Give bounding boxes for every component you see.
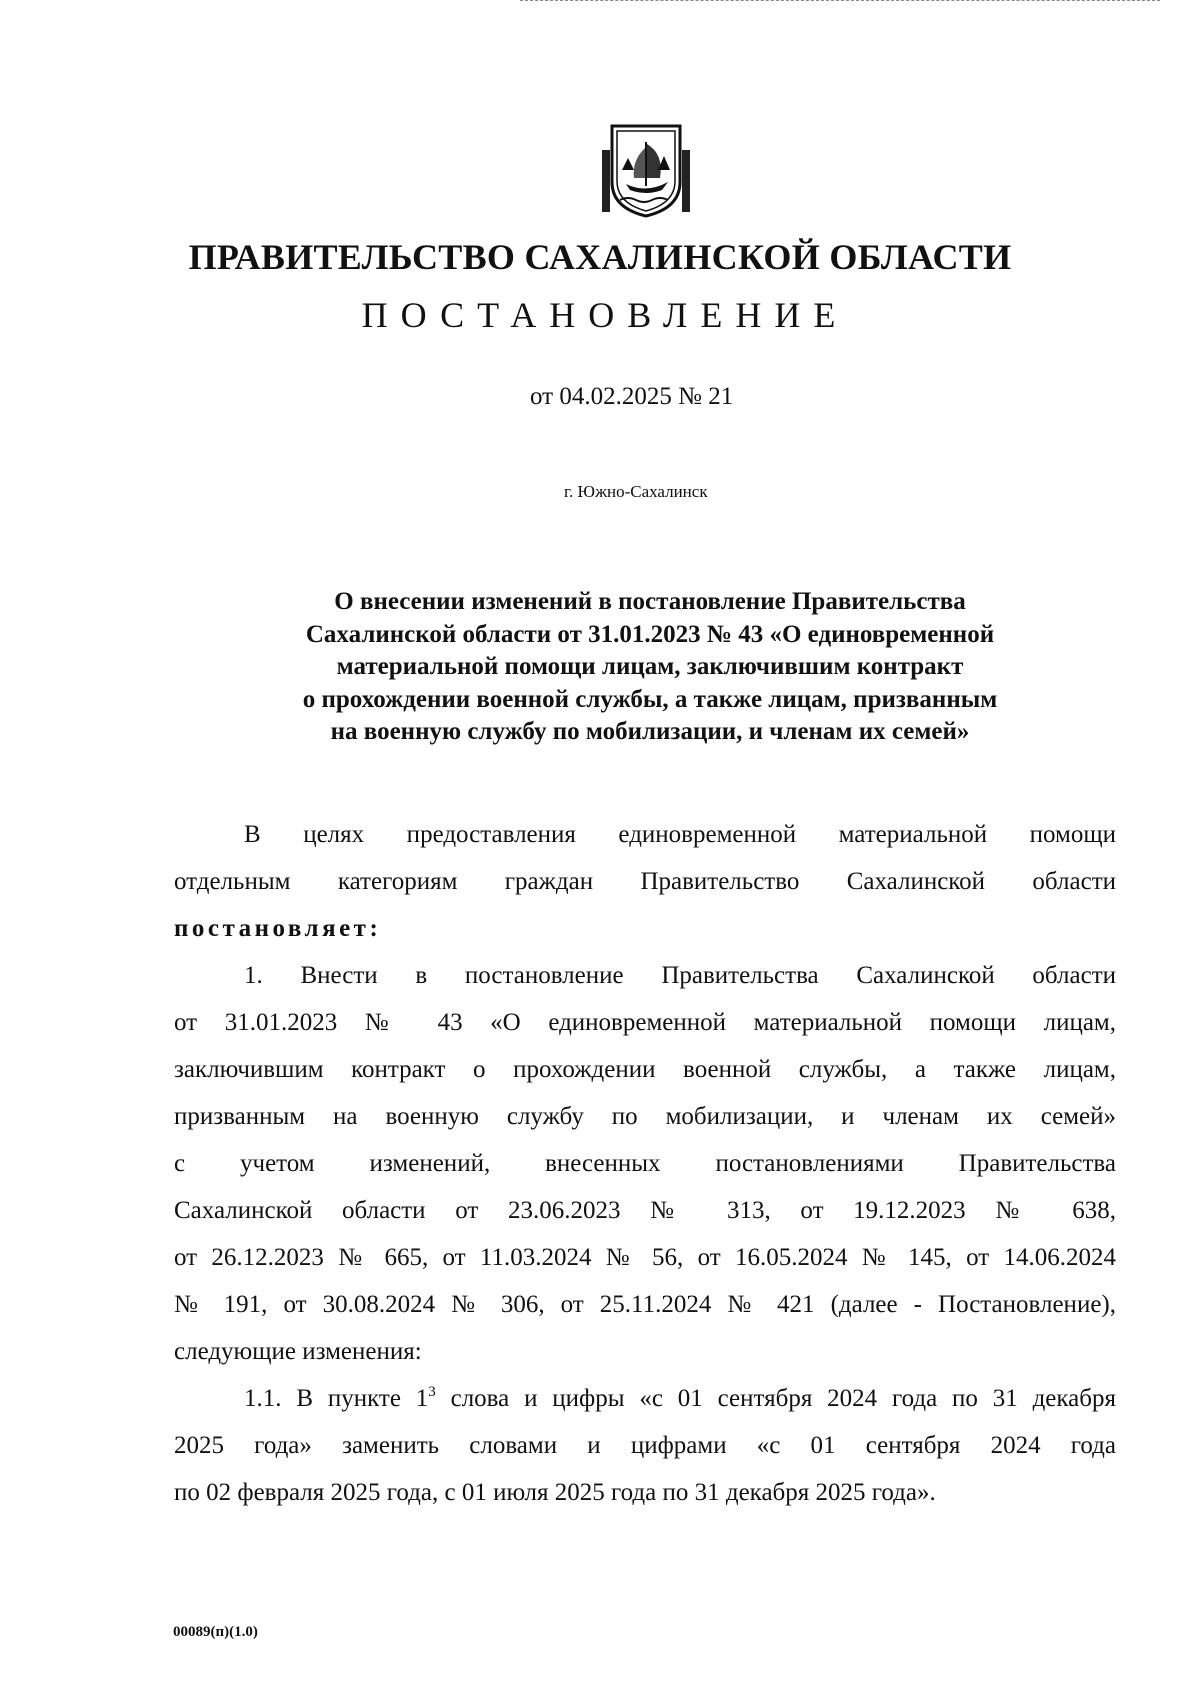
organization-title: ПРАВИТЕЛЬСТВО САХАЛИНСКОЙ ОБЛАСТИ (188, 237, 1012, 277)
body-line (174, 1375, 1116, 1422)
body-line: № 191, от 30.08.2024 № 306, от 25.11.2024 № 421 (далее - Постановление), (174, 1291, 1116, 1318)
body-line: от 26.12.2023 № 665, от 11.03.2024 № 56, от 16.05.2024 № 145, от 14.06.2024 (174, 1244, 1116, 1271)
body-line: следующие изменения: (174, 1338, 422, 1365)
decree-word: постановляет: (174, 915, 382, 942)
body-line: 2025 года» заменить словами и цифрами «с 01 сентября 2024 года (174, 1432, 1116, 1459)
subject-line: материальной помощи лицам, заключившим контракт (336, 653, 964, 680)
subject-line: о прохождении военной службы, а также лицам, призванным (302, 685, 998, 713)
body-line: Сахалинской области от 23.06.2023 № 313, от 19.12.2023 № 638, (174, 1197, 1116, 1224)
top-edge-rule (520, 0, 1160, 1)
subject-line: Сахалинской области от 31.01.2023 № 43 «О единовременной (305, 620, 995, 648)
item-1-1-paragraph (174, 1375, 1116, 1516)
body-line: заключившим контракт о прохождении военной службы, а также лицам, (174, 1056, 1116, 1083)
superscript-marker: 3 (428, 1384, 436, 1400)
document-city: г. Южно-Сахалинск (564, 482, 708, 501)
body-line: призванным на военную службу по мобилизации, и членам их семей» (174, 1103, 1116, 1130)
document-type: ПОСТАНОВЛЕНИЕ (361, 295, 849, 335)
body-line: 1. Внести в постановление Правительства Сахалинской области (244, 962, 1116, 989)
body-line: с учетом изменений, внесенных постановлениями Правительства (174, 1150, 1116, 1177)
subject-line: на военную службу по мобилизации, и членам их семей» (330, 718, 970, 745)
coat-of-arms-icon (598, 120, 694, 220)
preamble-paragraph (174, 811, 1116, 952)
body-line: отдельным категориям граждан Правительство Сахалинской области (174, 868, 1116, 895)
subject-line: О внесении изменений в постановление Правительства (334, 588, 966, 615)
form-code: 00089(п)(1.0) (173, 1624, 258, 1640)
item-1-1-prefix: 1.1. В пункте 1 (244, 1385, 429, 1412)
body-line: от 31.01.2023 № 43 «О единовременной материальной помощи лицам, (174, 1009, 1116, 1036)
body-line: по 02 февраля 2025 года, с 01 июля 2025 года по 31 декабря 2025 года». (174, 1479, 936, 1506)
body-line: В целях предоставления единовременной материальной помощи (244, 821, 1116, 848)
item-1-paragraph (174, 952, 1116, 1375)
item-1-1-suffix: слова и цифры «с 01 сентября 2024 года по 31 декабря (435, 1385, 1116, 1412)
document-subject (200, 586, 1100, 749)
document-date-number: от 04.02.2025 № 21 (530, 383, 734, 410)
